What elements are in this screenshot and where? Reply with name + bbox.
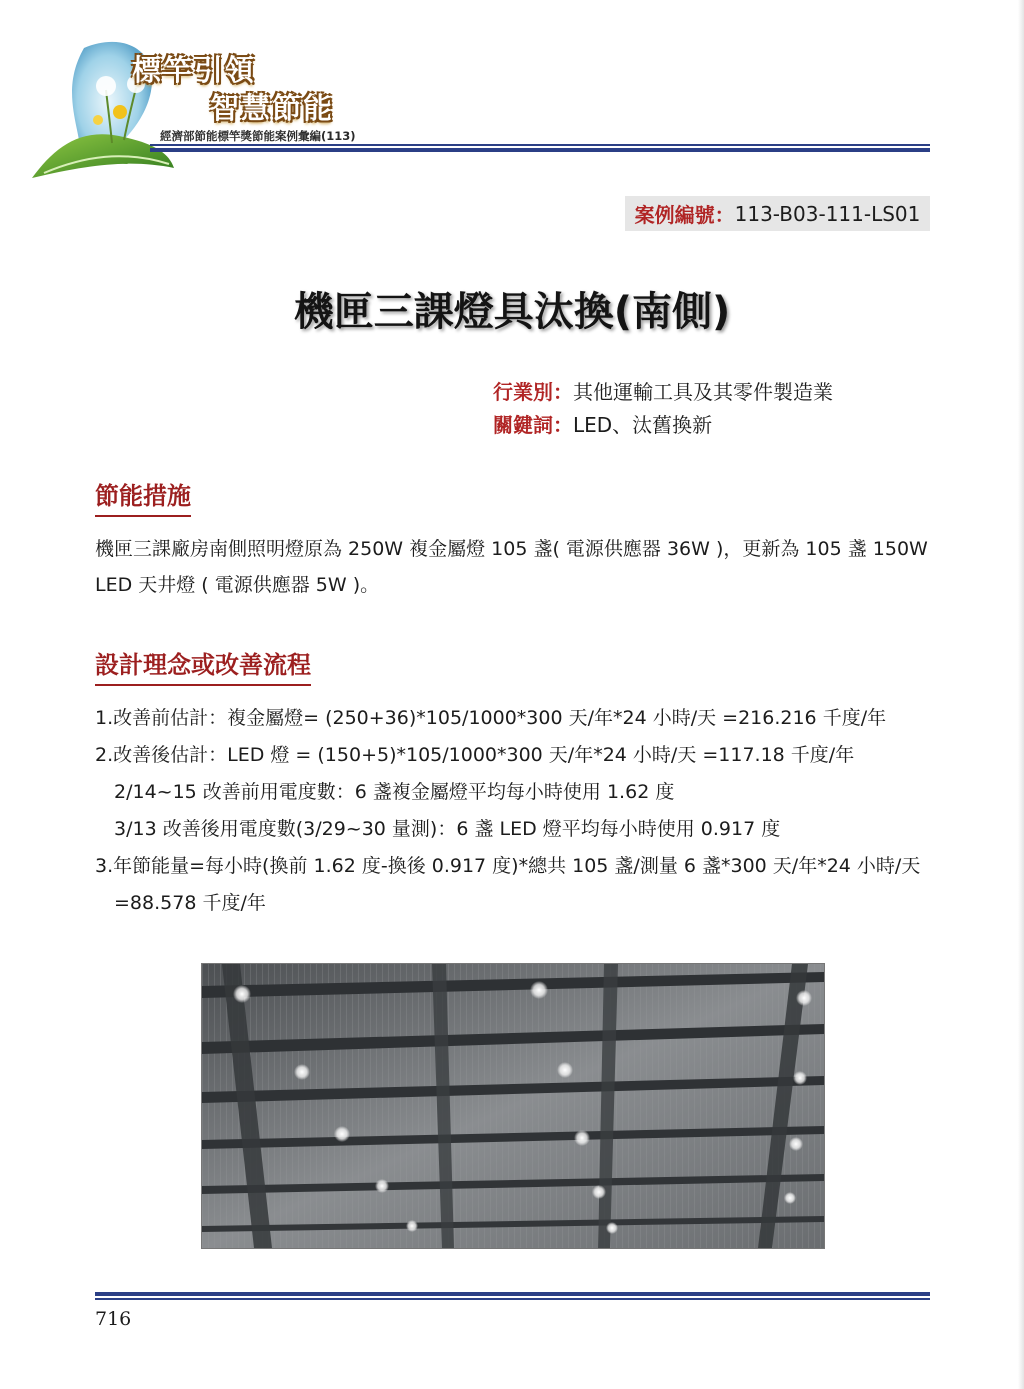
footer-rule-thin xyxy=(95,1298,930,1300)
page-number: 716 xyxy=(95,1308,132,1330)
list-item: 1.改善前估計：複金屬燈= (250+36)*105/1000*300 天/年*24 小時/天 =216.216 千度/年 xyxy=(95,707,887,729)
logo-title-line2: 智慧節能 xyxy=(210,91,335,125)
keywords-line xyxy=(493,409,712,438)
list-item: 2.改善後估計：LED 燈 = (150+5)*105/1000*300 天/年*24 小時/天 =117.18 千度/年 xyxy=(95,744,855,766)
header-rule-thick xyxy=(150,148,930,152)
list-item: 2/14~15 改善前用電度數：6 盞複金屬燈平均每小時使用 1.62 度 xyxy=(114,781,675,803)
list-item: 3/13 改善後用電度數(3/29~30 量測)：6 盞 LED 燈平均每小時使用 0.917 度 xyxy=(114,818,781,840)
keywords-value: LED、汰舊換新 xyxy=(573,413,713,437)
page-edge xyxy=(1018,0,1024,1389)
case-number-box xyxy=(625,196,930,231)
footer-rule xyxy=(95,1292,930,1296)
section-heading-measures: 節能措施 xyxy=(95,476,191,511)
ceiling-lights-photo xyxy=(201,963,825,1249)
header-rule xyxy=(150,144,930,146)
logo xyxy=(24,28,384,183)
industry-label: 行業別： xyxy=(493,380,573,404)
list-item: 3.年節能量=每小時(換前 1.62 度-換後 0.917 度)*總共 105 盞/測量 6 盞*300 天/年*24 小時/天=88.578 千度/年 xyxy=(95,855,921,914)
ceiling-photo-graphic xyxy=(202,964,824,1248)
logo-title-line1: 標竿引領 xyxy=(132,53,257,87)
measures-paragraph: 機匣三課廠房南側照明燈原為 250W 複金屬燈 105 盞( 電源供應器 36W )，更新為 105 盞 150W LED 天井燈 ( 電源供應器 5W )。 xyxy=(95,538,928,596)
page-title: 機匣三課燈具汰換(南側) xyxy=(293,289,731,335)
industry-line xyxy=(493,376,833,405)
industry-value: 其他運輸工具及其零件製造業 xyxy=(573,380,833,404)
case-number-label: 案例編號： xyxy=(634,203,735,227)
section-heading-design: 設計理念或改善流程 xyxy=(95,645,311,680)
logo-subtitle: 經濟部節能標竿獎節能案例彙編(113) xyxy=(160,129,356,143)
keywords-label: 關鍵詞： xyxy=(493,413,573,437)
design-list xyxy=(95,700,935,922)
case-number-value: 113-B03-111-LS01 xyxy=(734,201,921,226)
